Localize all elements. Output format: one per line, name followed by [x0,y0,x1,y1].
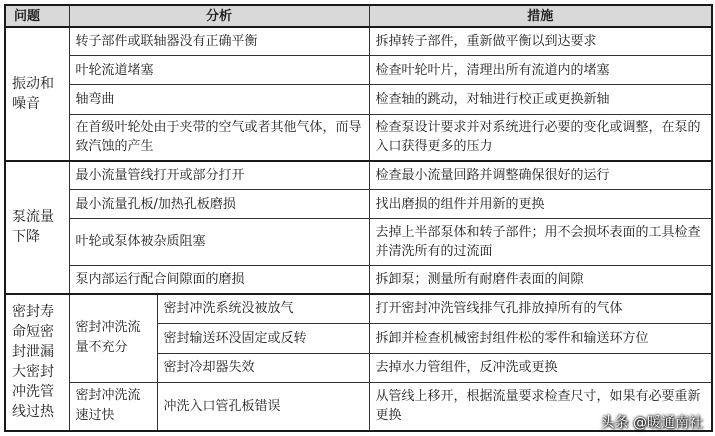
analysis-cell: 最小流量管线打开或部分打开 [69,161,369,190]
troubleshooting-table [4,4,713,432]
table-row [5,218,712,265]
analysis-cell: 叶轮或泵体被杂质阻塞 [69,218,369,265]
table-row [5,161,712,190]
header-row [5,5,712,27]
measure-cell: 从管线上移开，根据流量要求检查尺寸，如果有必要重新更换 [369,382,712,431]
watermark: 头条 @暖通南社 [600,415,703,431]
measure-cell: 检查轴的跳动，对轴进行校正或更换新轴 [369,84,712,114]
measure-cell: 检查叶轮叶片，清理出所有流道内的堵塞 [369,56,712,85]
measure-cell: 打开密封冲洗管线排气孔排放掉所有的气体 [369,294,712,324]
measure-cell: 拆掉转子部件，重新做平衡以到达要求 [369,27,712,56]
measure-cell: 找出磨损的组件并用新的更换 [369,190,712,219]
table-row [5,56,712,85]
table-row [5,294,712,324]
problem-cell: 振动和噪音 [5,27,69,161]
measure-cell: 检查最小流量回路并调整确保很好的运行 [369,161,712,190]
table-row [5,265,712,294]
measure-cell: 检查泵设计要求并对系统进行必要的变化或调整，在泵的入口获得更多的压力 [369,114,712,161]
problem-cell: 泵流量下降 [5,161,69,294]
analysis-cell: 密封冲洗系统没被放气 [157,294,369,324]
measure-cell: 拆卸并检查机械密封组件松的零件和输送环方位 [369,324,712,354]
analysis-cell: 轴弯曲 [69,84,369,114]
subcategory-cell: 密封冲洗流速过快 [69,382,157,431]
problem-cell: 密封寿命短密封泄漏大密封冲洗管线过热 [5,294,69,431]
table-row [5,382,712,431]
measure-cell: 拆卸泵；测量所有耐磨件表面的间隙 [369,265,712,294]
measure-cell: 去掉水力管组件，反冲洗或更换 [369,353,712,382]
header-problem: 问题 [5,5,69,27]
header-measures: 措施 [369,5,712,27]
analysis-cell: 转子部件或联轴器没有正确平衡 [69,27,369,56]
analysis-cell: 泵内部运行配合间隙面的磨损 [69,265,369,294]
analysis-cell: 冲洗入口管孔板错误 [157,382,369,431]
analysis-cell: 在首级叶轮处由于夹带的空气或者其他气体，而导致汽蚀的产生 [69,114,369,161]
measure-cell: 去掉上半部泵体和转子部件；用不会损坏表面的工具检查并清洗所有的过流面 [369,218,712,265]
table-row [5,190,712,219]
table-container [4,4,711,432]
header-analysis: 分析 [69,5,369,27]
analysis-cell: 密封输送环没固定或反转 [157,324,369,354]
table-row [5,114,712,161]
subcategory-cell: 密封冲洗流量不充分 [69,294,157,382]
table-row [5,27,712,56]
analysis-cell: 最小流量孔板/加热孔板磨损 [69,190,369,219]
table-row [5,84,712,114]
analysis-cell: 叶轮流道堵塞 [69,56,369,85]
analysis-cell: 密封冷却器失效 [157,353,369,382]
